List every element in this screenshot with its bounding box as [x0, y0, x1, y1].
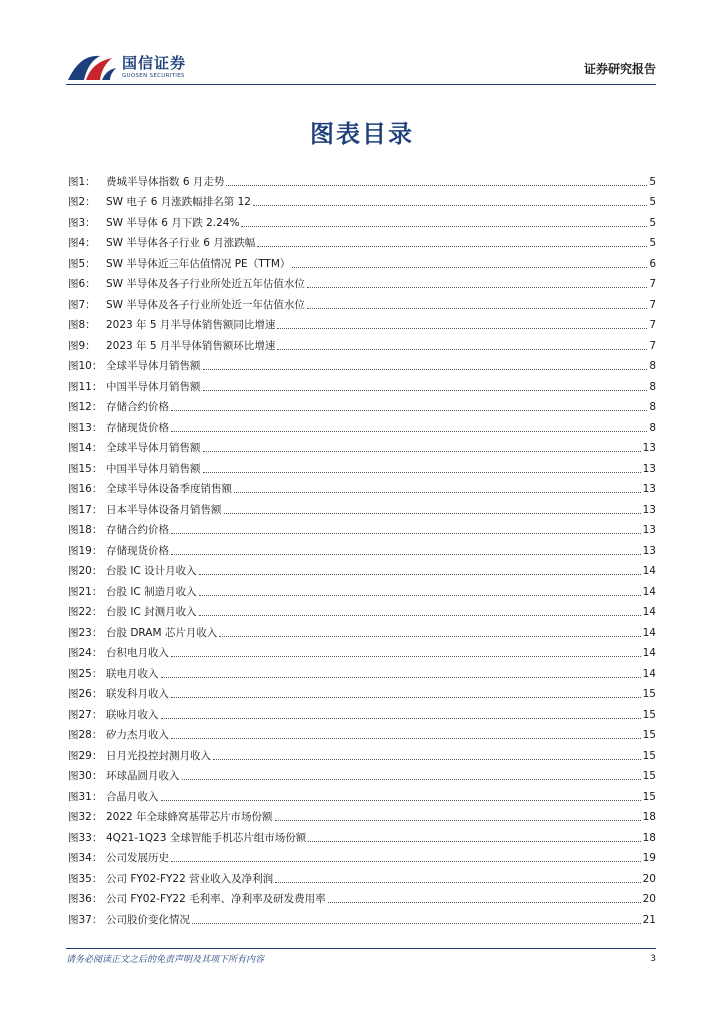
toc-dot-leader — [203, 450, 641, 452]
toc-dot-leader — [161, 676, 641, 678]
toc-entry-title: 台股 IC 设计月收入 — [106, 565, 197, 577]
toc-entry-page: 15 — [642, 729, 656, 741]
toc-dot-leader — [161, 717, 641, 719]
toc-entry-page: 15 — [642, 688, 656, 700]
toc-entry[interactable] — [68, 455, 656, 476]
toc-entry-number: 图35： — [68, 872, 103, 885]
page-title: 图表目录 — [310, 120, 414, 148]
toc-entry-page: 13 — [642, 544, 656, 557]
footer-divider — [66, 948, 656, 949]
toc-entry-number: 图1： — [68, 175, 96, 188]
toc-dot-leader — [199, 594, 641, 596]
toc-entry-title: 存储合约价格 — [106, 401, 169, 413]
toc-entry-number: 图10： — [68, 360, 103, 372]
toc-dot-leader — [328, 901, 641, 903]
toc-dot-leader — [275, 881, 641, 883]
toc-dot-leader — [171, 655, 641, 657]
toc-entry-number: 图7： — [68, 298, 96, 311]
toc-entry-number: 图6： — [68, 278, 96, 290]
toc-entry-number: 图30： — [68, 770, 103, 782]
toc-entry-number: 图23： — [68, 626, 103, 639]
toc-entry-page: 8 — [649, 421, 656, 434]
toc-entry[interactable] — [68, 599, 656, 620]
toc-entry[interactable] — [68, 763, 656, 784]
toc-entry[interactable] — [68, 168, 656, 189]
toc-dot-leader — [161, 799, 641, 801]
toc-entry-title: SW 半导体及各子行业所处近一年估值水位 — [106, 298, 305, 311]
toc-entry-title: 环球晶圆月收入 — [106, 770, 180, 782]
toc-entry[interactable] — [68, 619, 656, 640]
toc-entry-page: 13 — [642, 503, 656, 516]
toc-entry-page: 8 — [649, 360, 656, 372]
toc-entry-number: 图11： — [68, 380, 103, 393]
toc-dot-leader — [203, 389, 648, 391]
toc-entry-page: 7 — [649, 278, 656, 290]
toc-entry-number: 图28： — [68, 729, 103, 741]
toc-entry-page: 21 — [642, 913, 656, 926]
toc-entry-number: 图5： — [68, 257, 96, 270]
toc-entry-number: 图24： — [68, 647, 103, 659]
toc-dot-leader — [199, 573, 641, 575]
toc-entry-title: 全球半导体月销售额 — [106, 360, 201, 372]
toc-entry[interactable] — [68, 824, 656, 845]
toc-entry-page: 5 — [649, 216, 656, 229]
toc-entry-page: 5 — [649, 175, 656, 188]
toc-entry-title: 台股 IC 封测月收入 — [106, 606, 197, 618]
toc-entry-title: SW 电子 6 月涨跌幅排名第 12 — [106, 196, 251, 208]
toc-entry-title: 全球半导体设备季度销售额 — [106, 483, 232, 495]
toc-entry-number: 图14： — [68, 442, 103, 454]
toc-entry-title: SW 半导体及各子行业所处近五年估值水位 — [106, 278, 305, 290]
toc-entry-number: 图37： — [68, 913, 103, 926]
toc-entry[interactable] — [68, 230, 656, 251]
toc-entry[interactable] — [68, 476, 656, 497]
toc-entry[interactable] — [68, 865, 656, 886]
toc-entry[interactable] — [68, 332, 656, 353]
toc-entry-page: 14 — [642, 565, 656, 577]
toc-entry-page: 8 — [649, 380, 656, 393]
toc-entry-title: 日本半导体设备月销售额 — [106, 503, 222, 516]
toc-entry-title: 2023 年 5 月半导体销售额同比增速 — [106, 319, 276, 331]
toc-entry-title: 合晶月收入 — [106, 790, 159, 803]
toc-entry[interactable] — [68, 271, 656, 292]
toc-entry[interactable] — [68, 250, 656, 271]
toc-dot-leader — [226, 184, 647, 186]
toc-entry[interactable] — [68, 640, 656, 661]
toc-entry-title: 4Q21-1Q23 全球智能手机芯片组市场份额 — [106, 831, 307, 844]
page-header — [66, 48, 656, 88]
toc-dot-leader — [171, 430, 647, 432]
toc-entry-title: 联咏月收入 — [106, 708, 159, 721]
logo-chinese-name: 国信证券 — [122, 54, 187, 72]
toc-entry-number: 图26： — [68, 688, 103, 700]
toc-entry-title: 日月光投控封测月收入 — [106, 749, 211, 762]
toc-entry-page: 5 — [649, 196, 656, 208]
toc-entry-number: 图32： — [68, 811, 103, 823]
header-divider — [66, 84, 656, 85]
toc-entry-page: 14 — [642, 647, 656, 659]
toc-entry-number: 图31： — [68, 790, 103, 803]
toc-dot-leader — [199, 614, 641, 616]
toc-dot-leader — [203, 471, 641, 473]
toc-entry-number: 图22： — [68, 606, 103, 618]
toc-entry-page: 14 — [642, 585, 656, 598]
toc-dot-leader — [292, 266, 647, 268]
toc-entry[interactable] — [68, 373, 656, 394]
toc-entry-title: 矽力杰月收入 — [106, 729, 169, 741]
toc-entry-page: 20 — [642, 872, 656, 885]
toc-entry-title: 全球半导体月销售额 — [106, 442, 201, 454]
toc-entry-title: 台股 DRAM 芯片月收入 — [106, 626, 218, 639]
toc-entry[interactable] — [68, 496, 656, 517]
toc-dot-leader — [171, 532, 641, 534]
toc-entry-page: 7 — [649, 298, 656, 311]
toc-dot-leader — [171, 696, 641, 698]
toc-dot-leader — [308, 840, 640, 842]
toc-entry-title: 台积电月收入 — [106, 647, 169, 659]
toc-dot-leader — [182, 778, 641, 780]
toc-entry-number: 图15： — [68, 462, 103, 475]
toc-entry[interactable] — [68, 906, 656, 927]
toc-dot-leader — [277, 348, 647, 350]
toc-entry[interactable] — [68, 209, 656, 230]
toc-entry-page: 15 — [642, 770, 656, 782]
toc-dot-leader — [171, 409, 647, 411]
toc-entry[interactable] — [68, 353, 656, 374]
toc-entry-number: 图21： — [68, 585, 103, 598]
toc-entry-page: 7 — [649, 339, 656, 352]
toc-entry[interactable] — [68, 414, 656, 435]
toc-entry-page: 20 — [642, 893, 656, 905]
toc-entry-number: 图20： — [68, 565, 103, 577]
footer-disclaimer: 请务必阅读正文之后的免责声明及其项下所有内容 — [66, 955, 265, 965]
toc-entry-page: 18 — [642, 811, 656, 823]
toc-entry[interactable] — [68, 845, 656, 866]
toc-dot-leader — [307, 286, 647, 288]
toc-entry[interactable] — [68, 886, 656, 907]
toc-entry[interactable] — [68, 558, 656, 579]
toc-entry[interactable] — [68, 394, 656, 415]
toc-entry-title: 公司 FY02-FY22 营业收入及净利润 — [106, 872, 274, 885]
toc-entry[interactable] — [68, 537, 656, 558]
toc-entry-title: 2022 年全球蜂窝基带芯片市场份额 — [106, 811, 273, 823]
toc-entry-title: SW 半导体 6 月下跌 2.24% — [106, 216, 240, 229]
toc-entry[interactable] — [68, 701, 656, 722]
toc-entry[interactable] — [68, 517, 656, 538]
toc-entry-page: 8 — [649, 401, 656, 413]
toc-entry-number: 图3： — [68, 216, 96, 229]
toc-entry-page: 13 — [642, 442, 656, 454]
toc-entry-page: 18 — [642, 831, 656, 844]
company-logo — [66, 50, 186, 84]
toc-entry-title: 中国半导体月销售额 — [106, 462, 201, 475]
toc-dot-leader — [171, 737, 641, 739]
toc-entry-title: 公司股价变化情况 — [106, 913, 190, 926]
toc-entry-title: 联电月收入 — [106, 667, 159, 680]
toc-entry-title: SW 半导体近三年估值情况 PE（TTM） — [106, 257, 291, 270]
guosen-logo-icon — [66, 50, 118, 84]
toc-entry-page: 13 — [642, 483, 656, 495]
toc-entry-number: 图12： — [68, 401, 103, 413]
toc-entry[interactable] — [68, 722, 656, 743]
toc-dot-leader — [307, 307, 647, 309]
toc-entry-title: 台股 IC 制造月收入 — [106, 585, 197, 598]
toc-entry-page: 19 — [642, 852, 656, 864]
toc-dot-leader — [213, 758, 641, 760]
toc-entry-title: 2023 年 5 月半导体销售额环比增速 — [106, 339, 276, 352]
toc-entry-page: 14 — [642, 606, 656, 618]
toc-entry-page: 6 — [649, 257, 656, 270]
toc-entry[interactable] — [68, 783, 656, 804]
logo-english-name: GUOSEN SECURITIES — [122, 73, 185, 79]
toc-entry-title: 存储现货价格 — [106, 544, 169, 557]
toc-dot-leader — [234, 491, 641, 493]
toc-entry-number: 图9： — [68, 339, 96, 352]
toc-entry-title: SW 半导体各子行业 6 月涨跌幅 — [106, 237, 256, 249]
toc-entry-number: 图4： — [68, 237, 96, 249]
toc-dot-leader — [219, 635, 640, 637]
toc-entry-number: 图34： — [68, 852, 103, 864]
toc-entry-page: 15 — [642, 749, 656, 762]
toc-entry-title: 联发科月收入 — [106, 688, 169, 700]
page-number: 3 — [650, 954, 656, 964]
toc-entry-page: 5 — [649, 237, 656, 249]
toc-entry-number: 图36： — [68, 893, 103, 905]
toc-entry-page: 13 — [642, 524, 656, 536]
toc-entry[interactable] — [68, 681, 656, 702]
toc-entry-number: 图25： — [68, 667, 103, 680]
toc-dot-leader — [203, 368, 648, 370]
toc-entry-title: 中国半导体月销售额 — [106, 380, 201, 393]
toc-entry-number: 图18： — [68, 524, 103, 536]
toc-entry[interactable] — [68, 660, 656, 681]
toc-dot-leader — [224, 512, 641, 514]
toc-entry-number: 图19： — [68, 544, 103, 557]
toc-dot-leader — [171, 553, 641, 555]
toc-dot-leader — [253, 204, 647, 206]
toc-entry[interactable] — [68, 291, 656, 312]
toc-dot-leader — [257, 245, 647, 247]
toc-entry-title: 费城半导体指数 6 月走势 — [106, 175, 225, 188]
toc-entry[interactable] — [68, 312, 656, 333]
toc-entry-page: 13 — [642, 462, 656, 475]
toc-dot-leader — [171, 860, 641, 862]
toc-entry-title: 存储合约价格 — [106, 524, 169, 536]
toc-entry-number: 图27： — [68, 708, 103, 721]
report-type-label: 证券研究报告 — [583, 62, 656, 76]
toc-entry[interactable] — [68, 189, 656, 210]
toc-entry[interactable] — [68, 742, 656, 763]
toc-entry-page: 14 — [642, 626, 656, 639]
toc-entry[interactable] — [68, 435, 656, 456]
toc-entry-number: 图16： — [68, 483, 103, 495]
toc-entry[interactable] — [68, 804, 656, 825]
toc-entry-number: 图17： — [68, 503, 103, 516]
toc-dot-leader — [275, 819, 641, 821]
toc-entry-page: 14 — [642, 667, 656, 680]
toc-entry-title: 存储现货价格 — [106, 421, 169, 434]
toc-entry-number: 图33： — [68, 831, 103, 844]
toc-entry[interactable] — [68, 578, 656, 599]
toc-dot-leader — [241, 225, 647, 227]
toc-entry-page: 15 — [642, 708, 656, 721]
toc-entry-number: 图29： — [68, 749, 103, 762]
toc-entry-page: 7 — [649, 319, 656, 331]
toc-entry-title: 公司 FY02-FY22 毛利率、净利率及研发费用率 — [106, 893, 326, 905]
table-of-figures — [68, 168, 656, 927]
toc-entry-page: 15 — [642, 790, 656, 803]
toc-entry-number: 图2： — [68, 196, 96, 208]
toc-dot-leader — [192, 922, 641, 924]
toc-entry-title: 公司发展历史 — [106, 852, 169, 864]
toc-entry-number: 图13： — [68, 421, 103, 434]
toc-dot-leader — [277, 327, 647, 329]
toc-entry-number: 图8： — [68, 319, 96, 331]
